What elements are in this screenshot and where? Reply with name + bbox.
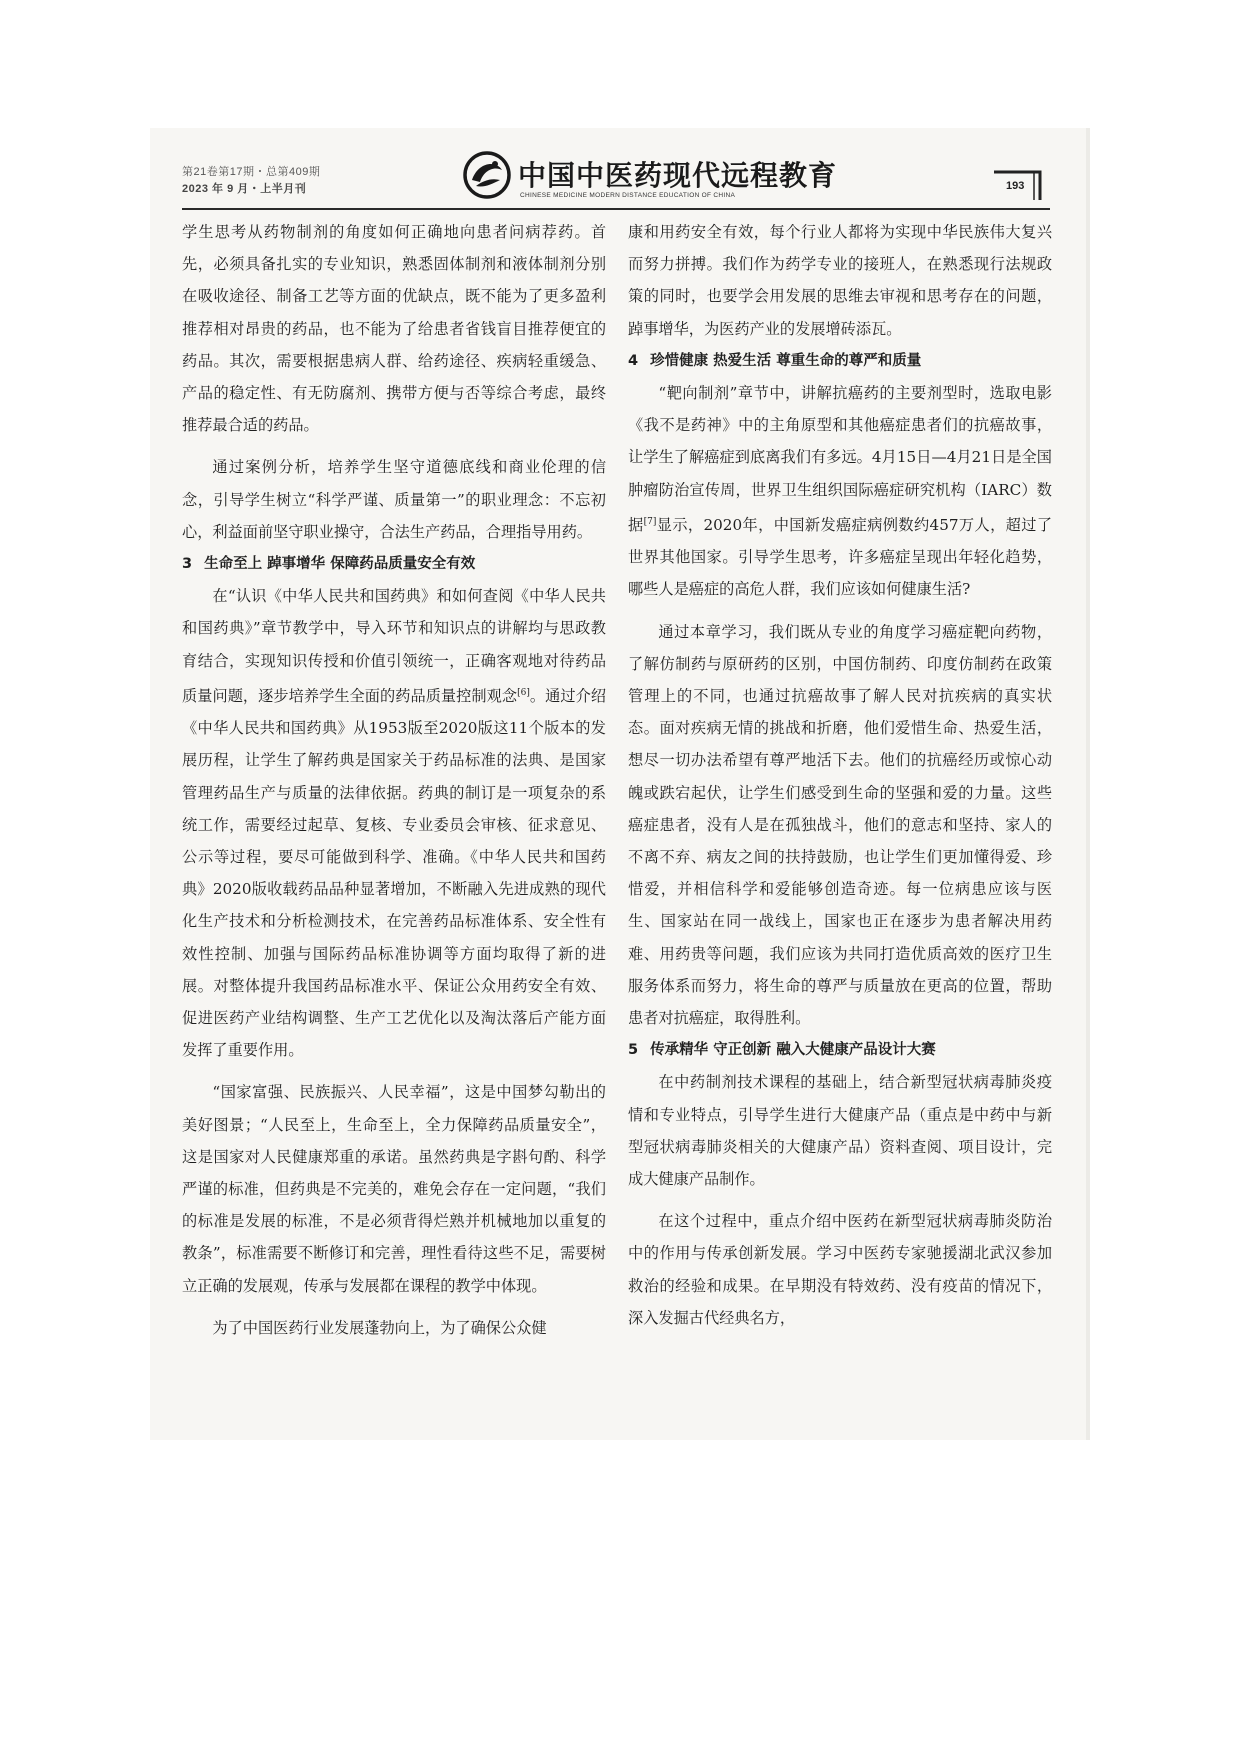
page-edge: [1086, 128, 1090, 1440]
page-header: [150, 128, 1090, 210]
paragraph: 在中药制剂技术课程的基础上，结合新型冠状病毒肺炎疫情和专业特点，引导学生进行大健康产品（重点是中药中与新型冠状病毒肺炎相关的大健康产品）资料查阅、项目设计，完成大健康产品制作。: [628, 1073, 1052, 1188]
section-number: 5: [628, 1042, 639, 1059]
header-rule: [182, 208, 1050, 210]
section-number: 4: [628, 352, 639, 369]
issue-volume: 第21卷第17期・总第409期: [182, 166, 321, 178]
paragraph: 在“认识《中华人民共和国药典》和如何查阅《中华人民共和国药典》”章节教学中，导入环节和知识点的讲解均与思政教育结合，实现知识传授和价值引领统一，正确客观地对待药品质量问题，逐步培养学生全面的药品质量控制观念[6]。通过介绍《中华人民共和国药典》从1953版至2020版这11个版本的发展历程，让学生了解药典是国家关于药品标准的法典、是国家管理药品生产与质量的法律依据。药典的制订是一项复杂的系统工作，需要经过起草、复核、专业委员会审核、征求意见、公示等过程，要尽可能做到科学、准确。《中华人民共和国药典》2020版收载药品品种显著增加，不断融入先进成熟的现代化生产技术和分析检测技术，在完善药品标准体系、安全性有效性控制、加强与国际药品标准协调等方面均取得了新的进展。对整体提升我国药品标准水平、保证公众用药安全有效、促进医药产业结构调整、生产工艺优化以及淘汰落后产能方面发挥了重要作用。: [182, 587, 607, 1060]
paragraph: 通过本章学习，我们既从专业的角度学习癌症靶向药物，了解仿制药与原研药的区别，中国仿制药、印度仿制药在政策管理上的不同，也通过抗癌故事了解人民对抗疾病的真实状态。面对疾病无情的挑战和折磨，他们爱惜生命、热爱生活，想尽一切办法希望有尊严地活下去。他们的抗癌经历或惊心动魄或跌宕起伏，让学生们感受到生命的坚强和爱的力量。这些癌症患者，没有人是在孤独战斗，他们的意志和坚持、家人的不离不弃、病友之间的扶持鼓励，也让学生们更加懂得爱、珍惜爱，并相信科学和爱能够创造奇迹。每一位病患应该与医生、国家站在同一战线上，国家也正在逐步为患者解决用药难、用药贵等问题，我们应该为共同打造优质高效的医疗卫生服务体系而努力，将生命的尊严与质量放在更高的位置，帮助患者对抗癌症，取得胜利。: [628, 622, 1052, 1027]
citation: [6]: [517, 687, 530, 698]
paragraph: “靶向制剂”章节中，讲解抗癌药的主要剂型时，选取电影《我不是药神》中的主角原型和其他癌症患者们的抗癌故事，让学生了解癌症到底离我们有多远。4月15日—4月21日是全国肿瘤防治宣传周，世界卫生组织国际癌症研究机构（IARC）数据[7]显示，2020年，中国新发癌症病例数约457万人，超过了世界其他国家。引导学生思考，许多癌症呈现出年轻化趋势，哪些人是癌症的高危人群，我们应该如何健康生活?: [628, 384, 1053, 599]
section-heading-4: [628, 345, 1052, 377]
paragraph: 通过案例分析，培养学生坚守道德底线和商业伦理的信念，引导学生树立“科学严谨、质量第一”的职业理念：不忘初心，利益面前坚守职业操守，合法生产药品，合理指导用药。: [182, 458, 606, 541]
paragraph: 学生思考从药物制剂的角度如何正确地向患者问病荐药。首先，必须具备扎实的专业知识，熟悉固体制剂和液体制剂分别在吸收途径、制备工艺等方面的优缺点，既不能为了更多盈利推荐相对昂贵的药品，也不能为了给患者省钱盲目推荐便宜的药品。其次，需要根据患病人群、给药途径、疾病轻重缓急、产品的稳定性、有无防腐剂、携带方便与否等综合考虑，最终推荐最合适的药品。: [182, 223, 606, 435]
issue-date: 2023 年 9 月・上半月刊: [182, 183, 307, 195]
section-title: 传承精华 守正创新 融入大健康产品设计大赛: [650, 1042, 936, 1059]
left-column: [182, 216, 606, 1344]
page-number-tab: [990, 168, 1046, 202]
journal-title-cn: 中国中医药现代远程教育: [518, 159, 838, 192]
paragraph: “国家富强、民族振兴、人民幸福”，这是中国梦勾勒出的美好图景；“人民至上，生命至上，全力保障药品质量安全”，这是国家对人民健康郑重的承诺。虽然药典是字斟句酌、科学严谨的标准，但药典是不完美的，难免会存在一定问题，“我们的标准是发展的标准，不是必须背得烂熟并机械地加以重复的教条”，标准需要不断修订和完善，理性看待这些不足，需要树立正确的发展观，传承与发展都在课程的教学中体现。: [182, 1083, 606, 1295]
right-column: [628, 216, 1052, 1334]
paragraph: 为了中国医药行业发展蓬勃向上，为了确保公众健: [212, 1318, 547, 1337]
paragraph: 在这个过程中，重点介绍中医药在新型冠状病毒肺炎防治中的作用与传承创新发展。学习中医药专家驰援湖北武汉参加救治的经验和成果。在早期没有特效药、没有疫苗的情况下，深入发掘古代经典名方，: [628, 1212, 1052, 1327]
journal-page: [150, 128, 1090, 1440]
journal-logo-icon: [462, 150, 512, 200]
citation: [7]: [643, 516, 657, 527]
journal-masthead: [462, 148, 838, 208]
paragraph: 康和用药安全有效，每个行业人都将为实现中华民族伟大复兴而努力拼搏。我们作为药学专业的接班人，在熟悉现行法规政策的同时，也要学会用发展的思维去审视和思考存在的问题，踔事增华，为医药产业的发展增砖添瓦。: [628, 223, 1052, 338]
section-heading-3: [182, 548, 606, 580]
section-heading-5: [628, 1034, 1052, 1066]
issue-info: [182, 164, 320, 198]
section-number: 3: [182, 556, 193, 573]
section-title: 珍惜健康 热爱生活 尊重生命的尊严和质量: [650, 352, 922, 369]
page-number: 193: [1006, 180, 1025, 192]
section-title: 生命至上 踔事增华 保障药品质量安全有效: [204, 556, 476, 573]
journal-title-en: CHINESE MEDICINE MODERN DISTANCE EDUCATION OF CHINA: [520, 192, 736, 199]
